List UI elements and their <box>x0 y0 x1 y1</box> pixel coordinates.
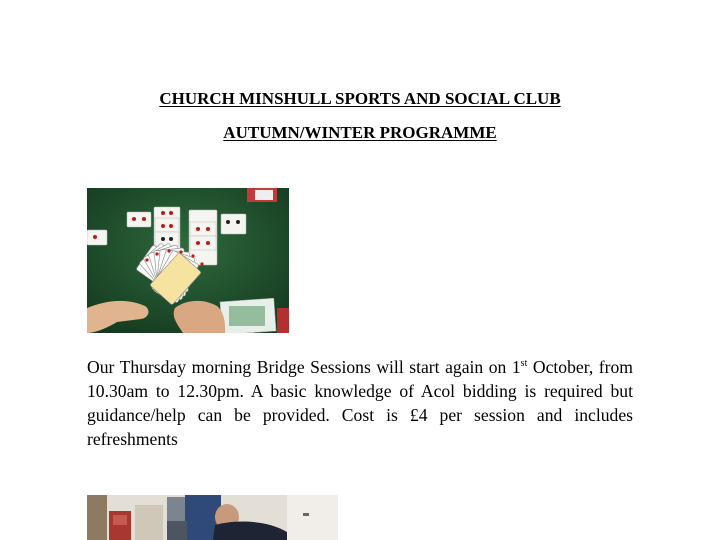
bridge-text-start: Our Thursday morning Bridge Sessions will start again on 1 <box>87 357 521 377</box>
indoor-bowls-photo <box>87 495 338 540</box>
bridge-text-end: October, from 10.30am to 12.30pm. A basic knowledge of Acol bidding is required but guidance/help can be provided. Cost is £4 per session and includes refreshments <box>87 357 633 449</box>
ordinal-superscript: st <box>520 358 528 370</box>
bridge-cards-photo <box>87 188 289 333</box>
programme-title: AUTUMN/WINTER PROGRAMME <box>223 123 497 142</box>
bridge-cards-illustration <box>87 188 289 333</box>
bridge-sessions-paragraph <box>87 355 633 451</box>
club-title: CHURCH MINSHULL SPORTS AND SOCIAL CLUB <box>159 89 561 108</box>
indoor-bowls-illustration <box>87 495 338 540</box>
